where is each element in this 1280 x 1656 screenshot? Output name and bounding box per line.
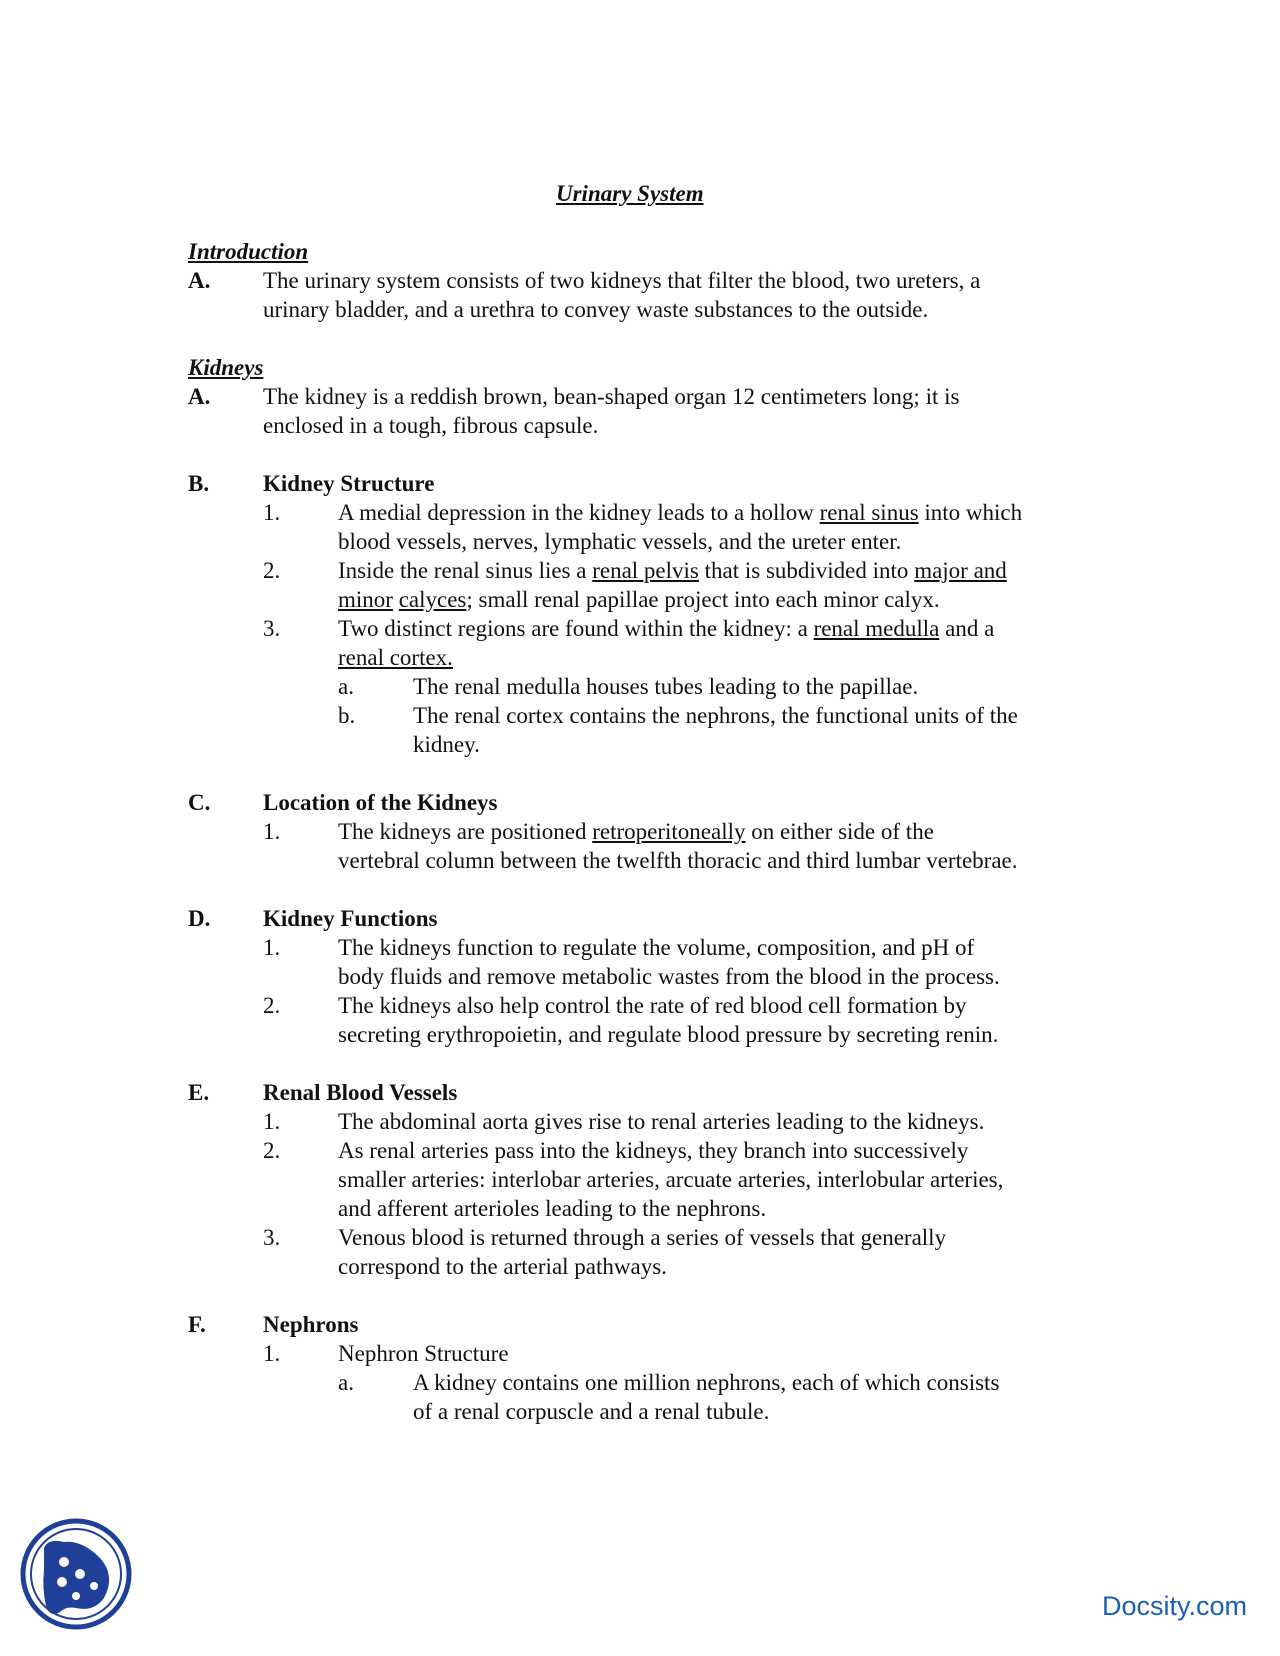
page-title: Urinary System [556, 181, 704, 206]
paragraph-line: minor calyces; small renal papillae project into each minor calyx. [338, 587, 940, 612]
list-marker: 3. [263, 1225, 281, 1250]
section-heading-introduction: Introduction [188, 239, 309, 264]
paragraph-line: vertebral column between the twelfth thoracic and third lumbar vertebrae. [338, 848, 1018, 873]
list-marker: a. [338, 1370, 354, 1395]
term-major-and: major and [914, 558, 1007, 583]
paragraph-line: Two distinct regions are found within the kidney: a renal medulla and a [338, 616, 995, 641]
term-calyces: calyces [398, 587, 467, 612]
list-marker: 2. [263, 558, 281, 583]
subsection-heading: Nephrons [263, 1312, 359, 1337]
subsection-heading: Kidney Structure [263, 471, 435, 496]
paragraph-line: The renal cortex contains the nephrons, the functional units of the [413, 703, 1018, 728]
list-marker: b. [338, 703, 356, 728]
list-marker: C. [188, 790, 211, 815]
paragraph-line: smaller arteries: interlobar arteries, arcuate arteries, interlobular arteries, [338, 1167, 1004, 1192]
term-minor: minor [338, 587, 393, 612]
list-marker: 2. [263, 993, 281, 1018]
list-marker: 3. [263, 616, 281, 641]
paragraph-line: enclosed in a tough, fibrous capsule. [263, 413, 599, 438]
paragraph-line: Venous blood is returned through a series of vessels that generally [338, 1225, 947, 1250]
paragraph-line [338, 644, 453, 672]
list-marker: 1. [263, 1109, 281, 1134]
paragraph-line: The renal medulla houses tubes leading to the papillae. [413, 674, 919, 699]
paragraph-line: body fluids and remove metabolic wastes from the blood in the process. [338, 964, 1000, 989]
paragraph-line: The kidneys function to regulate the volume, composition, and pH of [338, 935, 975, 960]
paragraph-line: urinary bladder, and a urethra to convey waste substances to the outside. [263, 297, 929, 322]
paragraph-line: The urinary system consists of two kidneys that filter the blood, two ureters, a [263, 268, 981, 293]
paragraph-line: and afferent arterioles leading to the nephrons. [338, 1196, 767, 1221]
section-heading-kidneys: Kidneys [188, 355, 264, 380]
subsection-heading: Kidney Functions [263, 906, 438, 931]
paragraph-line: Inside the renal sinus lies a renal pelvis that is subdivided into major and [338, 558, 1007, 583]
term-renal-cortex: renal cortex. [338, 645, 453, 670]
list-marker: 1. [263, 500, 281, 525]
term-renal-sinus: renal sinus [819, 500, 919, 525]
paragraph-line: As renal arteries pass into the kidneys, they branch into successively [338, 1138, 969, 1163]
paragraph-line: A kidney contains one million nephrons, each of which consists [413, 1370, 1000, 1395]
list-marker: A. [188, 384, 211, 409]
term-renal-pelvis: renal pelvis [592, 558, 699, 583]
paragraph-line: Nephron Structure [338, 1341, 509, 1366]
paragraph-line: correspond to the arterial pathways. [338, 1254, 667, 1279]
list-marker: 1. [263, 935, 281, 960]
docsity-logo-icon[interactable] [20, 1518, 132, 1630]
list-marker: 1. [263, 819, 281, 844]
list-marker: 1. [263, 1341, 281, 1366]
paragraph-line: secreting erythropoietin, and regulate blood pressure by secreting renin. [338, 1022, 999, 1047]
list-marker: A. [188, 268, 211, 293]
paragraph-line: The abdominal aorta gives rise to renal arteries leading to the kidneys. [338, 1109, 985, 1134]
term-renal-medulla: renal medulla [813, 616, 940, 641]
list-marker: F. [188, 1312, 206, 1337]
subsection-heading: Location of the Kidneys [263, 790, 498, 815]
subsection-heading: Renal Blood Vessels [263, 1080, 458, 1105]
paragraph-line: blood vessels, nerves, lymphatic vessels, and the ureter enter. [338, 529, 902, 554]
term-retroperitoneally: retroperitoneally [592, 819, 746, 844]
docsity-brand-link[interactable]: Docsity.com [1102, 1591, 1248, 1621]
list-marker: D. [188, 906, 211, 931]
paragraph-line: A medial depression in the kidney leads to a hollow renal sinus into which [338, 500, 1023, 525]
paragraph-line: kidney. [413, 732, 480, 757]
paragraph-line: The kidney is a reddish brown, bean-shaped organ 12 centimeters long; it is [263, 384, 960, 409]
paragraph-line: The kidneys also help control the rate of red blood cell formation by [338, 993, 967, 1018]
paragraph-line: The kidneys are positioned retroperitoneally on either side of the [338, 819, 934, 844]
list-marker: E. [188, 1080, 210, 1105]
list-marker: B. [188, 471, 210, 496]
list-marker: 2. [263, 1138, 281, 1163]
paragraph-line: of a renal corpuscle and a renal tubule. [413, 1399, 770, 1424]
list-marker: a. [338, 674, 354, 699]
